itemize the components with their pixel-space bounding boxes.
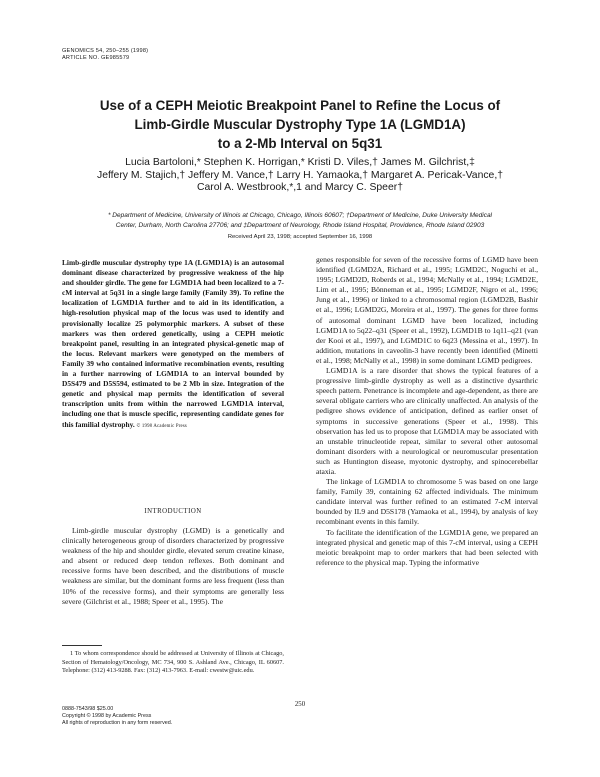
abstract-text: Limb-girdle muscular dystrophy type 1A (LGMD1A) is an autosomal dominant disease characterized by progressive weakness of the hip and shoulder girdle. The gene for LGMD1A had been localized to a 7-cM interval at 5q31 in a single large family (Family 39). To refine the localization of LGMD1A further and to aid in its identification, a high-resolution physical map of the locus was used to identify and provisionally localize 25 polymorphic markers. A subset of these markers was then ordered genetically, using a CEPH meiotic breakpoint panel, resulting in an integrated physical-genetic map of the locus. Relevant markers were genotyped on the members of Family 39 who contained informative recombination events, resulting in a further narrowing of LGMD1A to an interval bounded by D5S479 and D5S594, estimated to be 2 Mb in size. Integration of the genetic and physical map permits the identification of several transcription units from within the narrowed LGMD1A interval, including one that is muscle specific, representing candidate genes for this familial dystrophy.	[62, 258, 284, 429]
rights-line: All rights of reproduction in any form reserved.	[62, 720, 173, 727]
right-paragraph-1: genes responsible for seven of the recessive forms of LGMD have been identified (LGMD2A, Richard et al., 1995; LGMD2C, Noguchi et al., 1995; LGMD2D, Roberds et al., 1994; McNally et al., 1994; LGMD2E, Lim et al., 1995; Bönneman et al., 1995; LGMD2F, Nigro et al., 1996; Jung et al., 1996) or linked to a chromosomal region (LGMD2B, Bashir et al., 1996; LGMD2G, Moreira et al., 1997). The genes for three forms of autosomal dominant LGMD have been localized, including LGMD1A to 5q22–q31 (Speer et al., 1992), LGMD1B to 1q11–q21 (van der Kooi et al., 1997), and LGMD1C to 6q23 (Messina et al., 1997). In addition, mutations in caveolin-3 have recently been identified (Minetti et al., 1998; McNally et al., 1998) in some dominant LGMD pedigrees.	[316, 255, 538, 365]
journal-citation: GENOMICS 54, 250–255 (1998)	[62, 48, 149, 54]
footnote-text: 1 To whom correspondence should be addressed at University of Illinois at Chicago, Section of Hematology/Oncology, MC 734, 900 S. Ashland Ave., Chicago, IL 60607. Telephone: (312) 413-9288. Fax: (312) 413-7963. E-mail: cwestw@uic.edu.	[62, 650, 284, 675]
abstract	[62, 258, 284, 432]
right-column	[316, 255, 538, 568]
authors-line-1: Lucia Bartoloni,* Stephen K. Horrigan,* Kristi D. Viles,† James M. Gilchrist,‡	[125, 157, 475, 168]
affiliations	[58, 211, 542, 230]
issn-price: 0888-7543/98 $25.00	[62, 706, 114, 712]
abstract-copyright: © 1998 Academic Press	[136, 423, 187, 429]
intro-paragraph: Limb-girdle muscular dystrophy (LGMD) is a genetically and clinically heterogeneous group of disorders characterized by progressive weakness of the hip and shoulder girdle, elevated serum creatine kinase, and absent or reduced deep tendon reflexes. Both dominant and recessive forms have been described, and the distributions of muscle weakness are similar, but the dominant forms are less frequent (less than 10% of the recessive forms), and their symptoms are generally less severe (Gilchrist et al., 1988; Speer et al., 1995). The	[62, 526, 284, 606]
introduction-body	[62, 526, 284, 607]
right-paragraph-2: LGMD1A is a rare disorder that shows the typical features of a progressive limb-girdle dystrophy as well as a distinctive dysarthric speech pattern. Penetrance is incomplete and age-dependent, as there are several obligate carriers who are clinically unaffected. An analysis of the pedigree shows evidence of anticipation, defined as earlier onset of symptoms in successive generations (Speer et al., 1998). This observation has led us to propose that LGMD1A may be associated with an unstable trinucleotide repeat, similar to several other autosomal dominant disorders with a neurological or neuromuscular presentation such as Huntington disease, myotonic dystrophy, and spinocerebellar ataxia.	[316, 366, 538, 476]
footnote-rule	[62, 645, 102, 646]
affiliation-line-1: * Department of Medicine, University of Illinois at Chicago, Chicago, Illinois 60607; †Department of Medicine, Duke University Medical	[107, 212, 493, 219]
paper-title	[40, 96, 560, 153]
introduction-heading: INTRODUCTION	[144, 508, 202, 515]
copyright-block	[62, 706, 172, 728]
article-number: ARTICLE NO. GE985579	[62, 55, 130, 62]
title-line-1: Use of a CEPH Meiotic Breakpoint Panel to Refine the Locus of	[99, 98, 501, 113]
authors-line-2: Jeffery M. Stajich,† Jeffery M. Vance,† Larry H. Yamaoka,† Margaret A. Pericak-Vance,†	[97, 169, 503, 181]
right-paragraph-4: To facilitate the identification of the LGMD1A gene, we prepared an integrated physical and genetic map of this 7-cM interval, using a CEPH meiotic breakpoint map to order markers that had been selected with reference to the physical map. Typing the informative	[316, 527, 538, 567]
copyright-line: Copyright © 1998 by Academic Press	[62, 713, 152, 720]
title-line-3: to a 2-Mb Interval on 5q31	[217, 136, 383, 151]
right-paragraph-3: The linkage of LGMD1A to chromosome 5 was based on one large family, Family 39, containing 62 affected individuals. The minimum candidate interval was further refined to an estimated 7-cM interval bounded by IL9 and D5S178 (Yamaoka et al., 1994), by analysis of key recombinant events in this family.	[316, 477, 538, 527]
authors-line-3: Carol A. Westbrook,*,1 and Marcy C. Speer†	[197, 182, 403, 194]
received-dates: Received April 23, 1998; accepted September 16, 1998	[227, 234, 373, 240]
title-line-2: Limb-Girdle Muscular Dystrophy Type 1A (LGMD1A)	[134, 117, 466, 132]
author-list	[40, 157, 560, 195]
journal-header	[62, 48, 148, 63]
correspondence-footnote	[62, 650, 284, 676]
page-number: 250	[294, 701, 306, 708]
affiliation-line-2: Center, Durham, North Carolina 27706; and ‡Department of Neurology, Rhode Island Hospital, Providence, Rhode Island 02903	[115, 221, 485, 229]
